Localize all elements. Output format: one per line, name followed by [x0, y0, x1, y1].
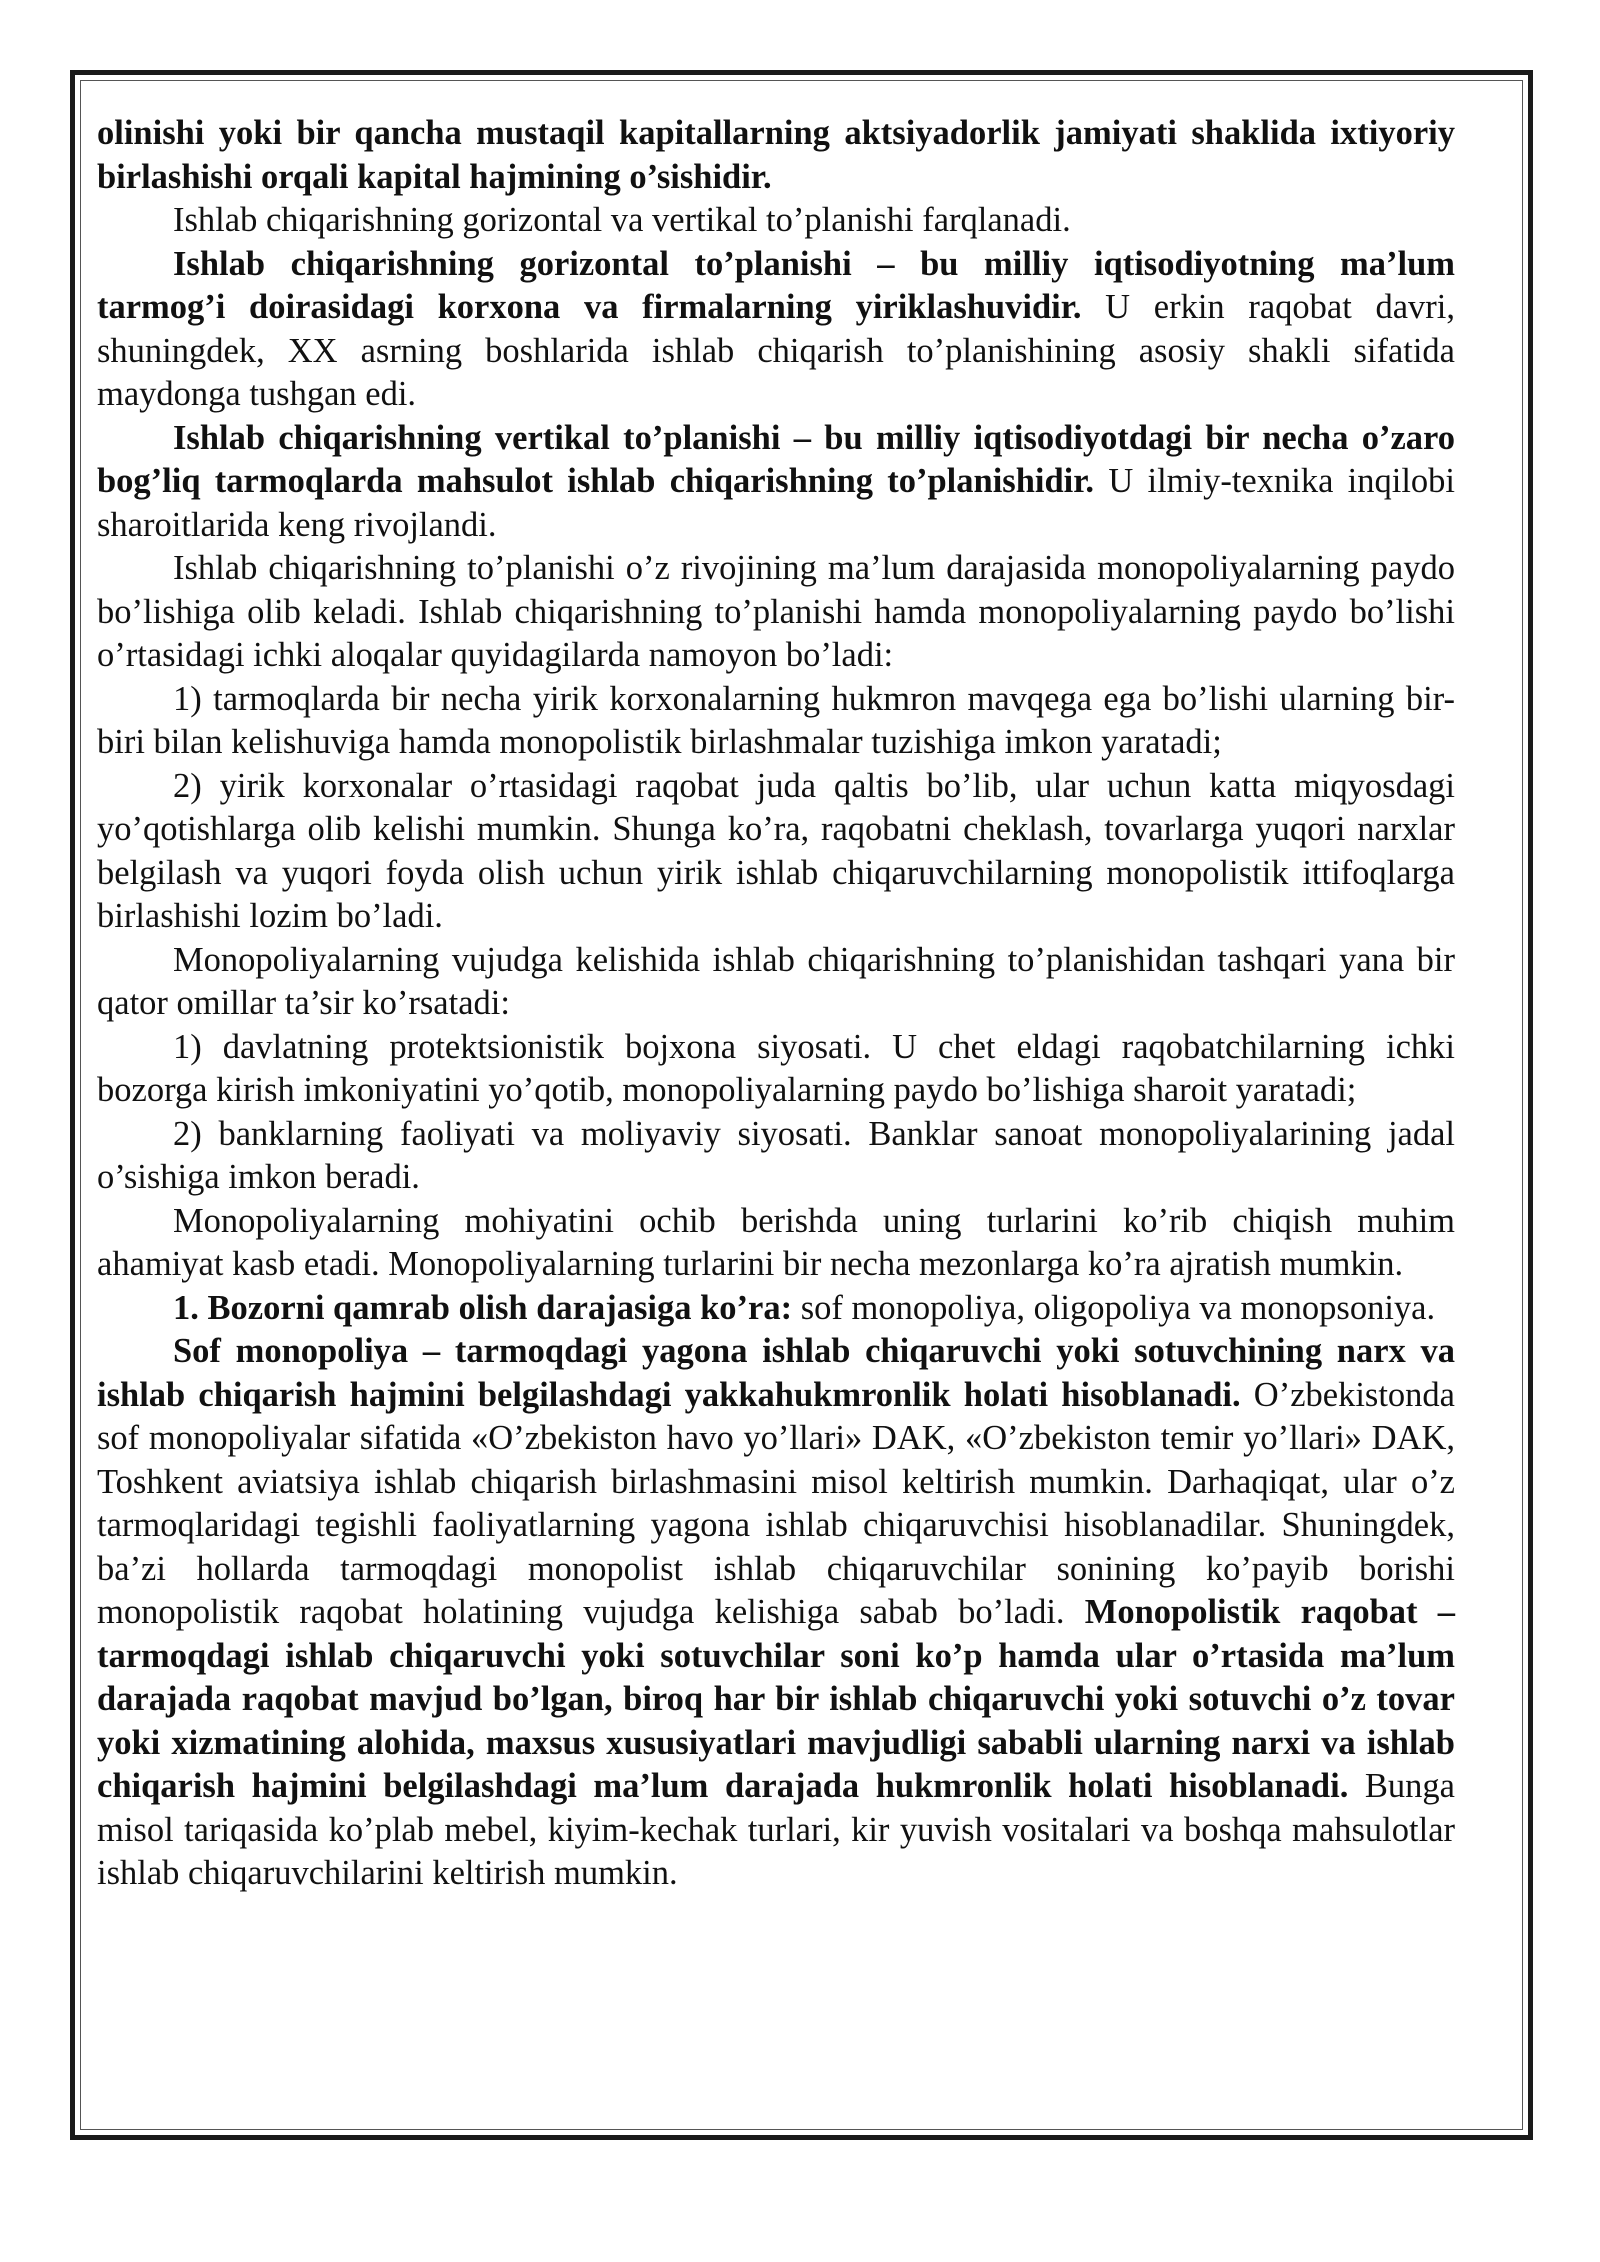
body-text: Ishlab chiqarishning to’planishi o’z rivojining ma’lum darajasida monopoliyalarning paydo bo’lishiga olib keladi. Ishlab chiqarishning to’planishi hamda monopoliyalarning paydo bo’lishi o’rtasidagi ichki aloqalar quyidagilarda namoyon bo’ladi: — [97, 549, 1455, 674]
paragraph-8 — [97, 939, 1455, 1026]
body-text: 1) tarmoqlarda bir necha yirik korxonalarning hukmron mavqega ega bo’lishi ularning bir-biri bilan kelishuviga hamda monopolistik birlashmalar tuzishiga imkon yaratadi; — [97, 679, 1455, 761]
body-text: U erkin raqobat davri, shuningdek, XX asrning boshlarida ishlab chiqarish to’planishining asosiy shakli sifatida maydonga tushgan edi. — [97, 288, 1455, 413]
body-text: 1) davlatning protektsionistik bojxona siyosati. U chet eldagi raqobatchilarning ichki bozorga kirish imkoniyatini yo’qotib, monopoliyalarning paydo bo’lishiga sharoit yaratadi; — [97, 1027, 1455, 1109]
paragraph-6 — [97, 678, 1455, 765]
paragraph-1 — [97, 112, 1455, 199]
paragraph-12 — [97, 1287, 1455, 1331]
bold-text: Ishlab chiqarishning gorizontal to’planishi – bu milliy iqtisodiyotning ma’lum tarmog’i doirasidagi korxona va firmalarning yiriklashuvidir. — [97, 244, 1455, 326]
bold-text: Monopolistik raqobat – tarmoqdagi ishlab chiqaruvchi yoki sotuvchilar soni ko’p hamda ular o’rtasida ma’lum darajada raqobat mavjud bo’lgan, biroq har bir ishlab chiqaruvchi yoki sotuvchi o’z tovar yoki xizmatining alohida, maxsus xususiyatlari mavjudligi sababli ularning narxi va ishlab chiqarish hajmini belgilashdagi ma’lum darajada hukmronlik holati hisoblanadi. — [97, 1593, 1455, 1805]
body-text: U ilmiy-texnika inqilobi sharoitlarida keng rivojlandi. — [97, 462, 1455, 544]
body-text: Monopoliyalarning vujudga kelishida ishlab chiqarishning to’planishidan tashqari yana bir qator omillar ta’sir ko’rsatadi: — [97, 940, 1455, 1022]
paragraph-2 — [97, 199, 1455, 243]
body-text: 2) banklarning faoliyati va moliyaviy siyosati. Banklar sanoat monopoliyalarining jadal o’sishiga imkon beradi. — [97, 1114, 1455, 1196]
body-text: O’zbekistonda sof monopoliyalar sifatida «O’zbekiston havo yo’llari» DAK, «O’zbekiston temir yo’llari» DAK, Toshkent aviatsiya ishlab chiqarish birlashmasini misol keltirish mumkin. Darhaqiqat, ular o’z tarmoqlaridagi tegishli faoliyatlarning yagona ishlab chiqaruvchisi hisoblanadilar. Shuningdek, ba’zi hollarda tarmoqdagi monopolist ishlab chiqaruvchilar sonining ko’payib borishi monopolistik raqobat holatining vujudga kelishiga sabab bo’ladi. — [97, 1375, 1455, 1631]
bold-text: 1. Bozorni qamrab olish darajasiga ko’ra: — [173, 1288, 793, 1327]
body-text: Monopoliyalarning mohiyatini ochib berishda uning turlarini ko’rib chiqish muhim ahamiyat kasb etadi. Monopoliyalarning turlarini bir necha mezonlarga ko’ra ajratish mumkin. — [97, 1201, 1455, 1283]
body-text: Ishlab chiqarishning gorizontal va vertikal to’planishi farqlanadi. — [173, 201, 1071, 239]
paragraph-10 — [97, 1113, 1455, 1200]
document-body — [97, 112, 1455, 1896]
body-text: 2) yirik korxonalar o’rtasidagi raqobat juda qaltis bo’lib, ular uchun katta miqyosdagi yo’qotishlarga olib kelishi mumkin. Shunga ko’ra, raqobatni cheklash, tovarlarga yuqori narxlar belgilash va yuqori foyda olish uchun yirik ishlab chiqaruvchilarning monopolistik ittifoqlarga birlashishi lozim bo’ladi. — [97, 766, 1455, 935]
bold-text: olinishi yoki bir qancha mustaqil kapitallarning aktsiyadorlik jamiyati shaklida ixtiyoriy birlashishi orqali kapital hajmining o’sishidir. — [97, 114, 1455, 196]
bold-text: Ishlab chiqarishning vertikal to’planishi – bu milliy iqtisodiyotdagi bir necha o’zaro bog’liq tarmoqlarda mahsulot ishlab chiqarishning to’planishidir. — [97, 418, 1455, 500]
body-text: sof monopoliya, oligopoliya va monopsoniya. — [792, 1288, 1436, 1327]
paragraph-5 — [97, 547, 1455, 678]
paragraph-3 — [97, 243, 1455, 417]
paragraph-13 — [97, 1330, 1455, 1896]
bold-text: Sof monopoliya – tarmoqdagi yagona ishlab chiqaruvchi yoki sotuvchining narx va ishlab chiqarish hajmini belgilashdagi yakkahukmronlik holati hisoblanadi. — [97, 1332, 1455, 1414]
body-text: Bunga misol tariqasida ko’plab mebel, kiyim-kechak turlari, kir yuvish vositalari va boshqa mahsulotlar ishlab chiqaruvchilarini keltirish mumkin. — [97, 1767, 1455, 1892]
paragraph-4 — [97, 417, 1455, 548]
paragraph-9 — [97, 1026, 1455, 1113]
paragraph-7 — [97, 765, 1455, 939]
paragraph-11 — [97, 1200, 1455, 1287]
